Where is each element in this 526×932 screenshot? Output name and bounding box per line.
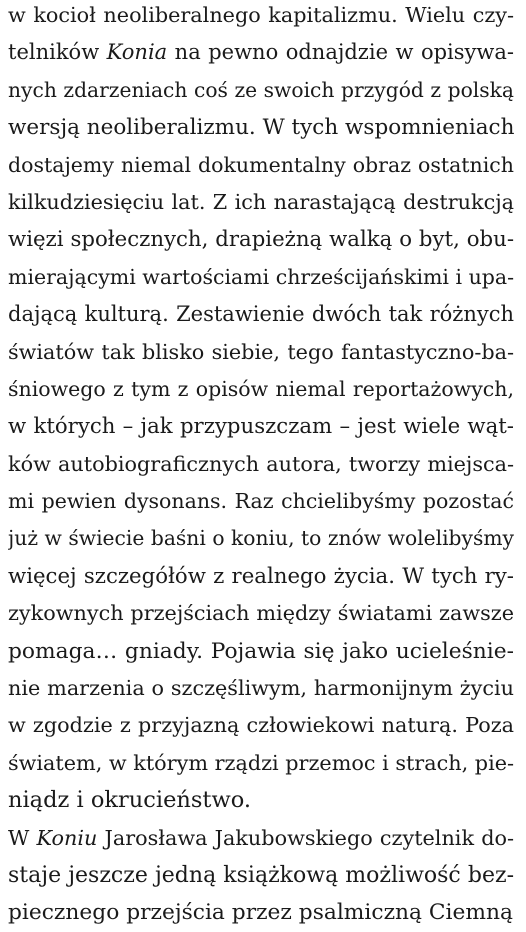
text-line: zykownych przejściach między światami zawsze bbox=[8, 601, 514, 626]
text-line: mi pewien dysonans. Raz chcielibyśmy pozostać bbox=[8, 489, 514, 514]
text-line: w których – jak przypuszczam – jest wiele wąt- bbox=[8, 414, 514, 440]
text-line: w kocioł neoliberalnego kapitalizmu. Wielu czy- bbox=[8, 3, 514, 27]
text-line: wersją neoliberalizmu. W tych wspomnieniach bbox=[8, 115, 514, 141]
text-line: śniowego z tym z opisów niemal reportażowych, bbox=[8, 376, 514, 401]
text-line: ków autobiograficznych autora, tworzy miejsca- bbox=[8, 451, 514, 476]
text-line: pomaga… gniady. Pojawia się jako ucieleśnie- bbox=[8, 638, 514, 664]
text-line: nych zdarzeniach coś ze swoich przygód z polską bbox=[8, 77, 514, 102]
text-line: już w świecie baśni o koniu, to znów wolelibyśmy bbox=[8, 526, 514, 551]
text-line: kilkudziesięciu lat. Z ich narastającą destrukcją bbox=[8, 189, 514, 214]
text-line: staje jeszcze jedną książkową możliwość bez- bbox=[8, 862, 514, 888]
paragraph-1 bbox=[8, 0, 514, 820]
italic-title: Konia bbox=[106, 40, 168, 65]
text-line: światem, w którym rządzi przemoc i strach, pie- bbox=[8, 750, 514, 775]
text-line: więcej szczegółów z realnego życia. W tych ry- bbox=[8, 563, 514, 589]
text-line: W Koniu Jarosława Jakubowskiego czytelnik do- bbox=[8, 825, 514, 850]
text-line: dającą kulturą. Zestawienie dwóch tak różnych bbox=[8, 302, 514, 327]
text-line: nie marzenia o szczęśliwym, harmonijnym życiu bbox=[8, 676, 514, 701]
text-line: piecznego przejścia przez psalmiczną Ciemną bbox=[8, 900, 513, 926]
text-line: światów tak blisko siebie, tego fantastyczno-ba- bbox=[8, 339, 514, 364]
text-line: dostajemy niemal dokumentalny obraz ostatnich bbox=[8, 152, 514, 177]
text-line: mierającymi wartościami chrześcijańskimi i upa- bbox=[8, 264, 514, 289]
italic-title: Koniu bbox=[36, 825, 98, 850]
text-line: niądz i okrucieństwo. bbox=[8, 787, 252, 814]
paragraph-2 bbox=[8, 820, 514, 932]
text-line: więzi społecznych, drapieżną walką o byt, obu- bbox=[8, 227, 514, 253]
text-line: w zgodzie z przyjazną człowiekowi naturą. Poza bbox=[8, 713, 514, 738]
text-line: telników Konia na pewno odnajdzie w opisywa- bbox=[8, 40, 514, 65]
